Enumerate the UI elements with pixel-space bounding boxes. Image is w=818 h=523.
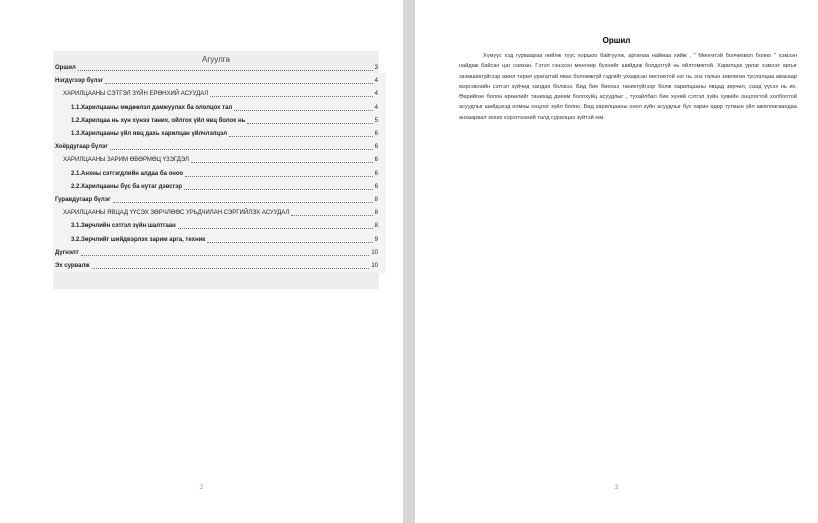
toc-leader-dots: [184, 189, 373, 190]
toc-entry[interactable]: [63, 208, 378, 218]
toc-title: Агуулга: [202, 55, 230, 64]
toc-entry[interactable]: [63, 155, 378, 165]
toc-entry[interactable]: [63, 89, 378, 99]
toc-entry-label: 2.2.Харилцааны бүс ба нутаг дэвсгэр: [71, 183, 183, 190]
toc-entry[interactable]: [71, 182, 378, 192]
toc-entry[interactable]: [71, 235, 378, 245]
toc-entry-page: 10: [371, 249, 378, 256]
toc-entry-label: 1.2.Харилцаа нь хүн хүнээ таних, ойлгох үйл явц болох нь: [71, 117, 246, 124]
toc-entry-label: Гуравдугаар бүлэг: [55, 197, 111, 203]
toc-leader-dots: [234, 110, 372, 111]
toc-entry-label: ХАРИЛЦААНЫ ЗАРИМ ӨВӨРМӨЦ ҮЗЭГДЭЛ: [63, 157, 189, 164]
toc-leader-dots: [247, 123, 372, 124]
page-number: 3: [614, 485, 619, 491]
toc-leader-dots: [113, 202, 373, 203]
toc-entry[interactable]: [55, 248, 378, 258]
toc-leader-dots: [105, 83, 372, 84]
toc-leader-dots: [210, 96, 372, 97]
toc-entry[interactable]: [71, 103, 378, 113]
toc-leader-dots: [191, 162, 373, 163]
body-paragraph: Хүмүүс хэд гурваараа нийлж түүс хоршоо байгуулж, аргилаа наймаа хийж , " Мөнгөтэй болчихвол болно " хэмээн найдаж байсан цаг саяхан. Гэтэл гэнэхэн мөнгөөр бүхнийг шийдэж болдоггүй нь ойлгомжтой. Харилцах урлаг хэмээх аргыг эзэмшихгүйгээр ажил төрөл урагштай явах боломжгүй гэдгийг ухаарсан өөсгөөтой нэг нь энэ талын зөвлөгөө туслалцаа авахаар мэргэжлийн сэтгэл зүйчид хандах болжээ. Бид бие биенээ танихгүйгээр болж харилцааны явцад зөрчил, саад үүсэх нь их. Өөрийгөө болон өрөөлийг танихад дөхөм болохуйц асуудлыг , тухайлбал бие хүний сэтгэл зүйн хувийн онцлогтой холбоотой асуудлыг шийдэхэд номны онцлог зүйл болно. Бид харилцааны онол зүйн асуудлыг бус харин өдөр тутмын үйл ажиллагаандаа анхаарвал зохих хэрэглээний талд суралцах зүйтэй юм.: [459, 53, 797, 121]
toc-leader-dots: [78, 70, 373, 71]
toc-entry-label: 2.1.Анхны сэтгэгдлийн алдаа ба онoo: [71, 170, 184, 177]
toc-leader-dots: [92, 268, 370, 269]
toc-entry-page: 4: [374, 78, 378, 85]
toc-leader-dots: [81, 255, 370, 256]
section-title: Оршил: [602, 36, 631, 45]
toc-entry-label: 1.3.Харилцааны үйл явц дахь харилцан үйлчлэлцэл: [71, 131, 228, 137]
toc-entry-label: ХАРИЛЦААНЫ СЭТГЭЛ ЗҮЙН ЕРӨНХИЙ АСУУДАЛ: [63, 91, 209, 98]
toc-entry-page: 10: [371, 263, 378, 269]
toc-entry[interactable]: [55, 261, 378, 271]
toc-entry-label: ХАРИЛЦААНЫ ЯВЦАД ҮҮСЭХ ЗӨРЧЛӨӨС УРЬДЧИЛАН СЭРГИЙЛЭХ АСУУДАЛ: [63, 210, 290, 217]
toc-entry-page: 6: [374, 183, 378, 190]
toc-entry[interactable]: [71, 169, 378, 179]
toc-entry-label: 3.2.Зөрчлийг шийдвэрлэх зарим арга, техник: [71, 236, 206, 243]
toc-entry-page: 3: [374, 65, 378, 71]
toc-entry-label: Дүгнэлт: [55, 249, 79, 256]
toc-entry[interactable]: [71, 129, 378, 139]
toc-entry-page: 5: [374, 117, 378, 124]
toc-leader-dots: [185, 176, 372, 177]
toc-entry-page: 8: [374, 210, 378, 217]
toc-entry-label: 1.1.Харилцааны мөдөөлэл дамжуулах ба ололцох тал: [71, 104, 233, 111]
toc-entry-page: 6: [374, 157, 378, 164]
toc-leader-dots: [291, 215, 372, 216]
right-page: [415, 0, 818, 523]
toc-entry-page: 4: [374, 91, 378, 98]
toc-entry-page: 9: [374, 236, 378, 243]
toc-entry-page: 6: [374, 131, 378, 137]
toc-entry[interactable]: [55, 195, 378, 205]
toc-entry-page: 6: [374, 170, 378, 177]
toc-entry[interactable]: [55, 63, 378, 73]
toc-leader-dots: [178, 228, 373, 229]
toc-entry[interactable]: [71, 221, 378, 231]
toc-entry-page: 4: [374, 104, 378, 111]
toc-entry-page: 8: [374, 197, 378, 203]
toc-leader-dots: [207, 242, 372, 243]
toc-leader-dots: [229, 136, 373, 137]
toc-entry-label: Оршил: [55, 65, 76, 71]
toc-entry-page: 6: [374, 144, 378, 151]
toc-leader-dots: [110, 149, 373, 150]
toc-entry-label: Эх сурвалж: [55, 263, 90, 269]
toc-entry[interactable]: [71, 116, 378, 126]
toc-entry-label: Нэгдүгээр бүлэг: [55, 78, 104, 85]
left-page: [0, 0, 403, 523]
page-number: 2: [199, 485, 204, 491]
toc-entry[interactable]: [55, 142, 378, 152]
toc-entry-label: Хоёрдугаар бүлэг: [55, 144, 108, 151]
toc-entry-label: 3.1.Зөрчлийн сэтгэл зүйн шалтгаан: [71, 223, 176, 230]
page-gutter: [403, 0, 415, 523]
toc-entry[interactable]: [55, 76, 378, 86]
toc-entry-page: 8: [374, 223, 378, 230]
